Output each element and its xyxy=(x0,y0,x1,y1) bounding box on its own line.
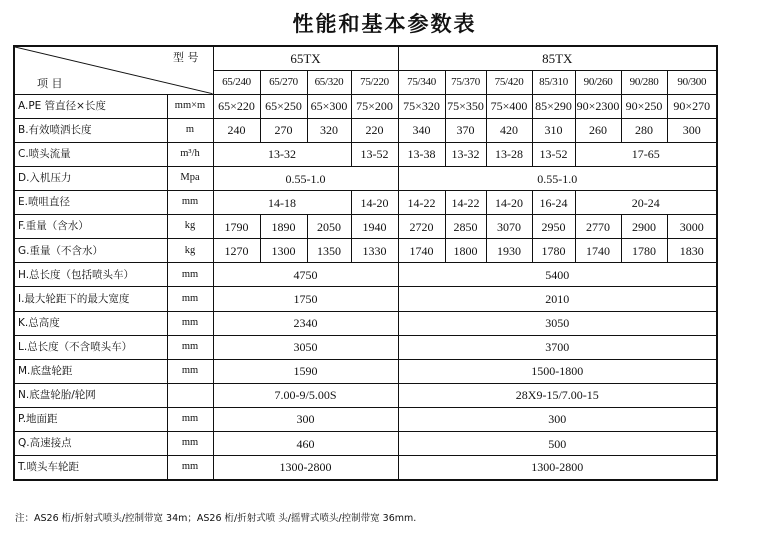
value-cell: 1500-1800 xyxy=(398,359,717,383)
value-cell: 90×250 xyxy=(621,94,667,118)
value-cell: 65×220 xyxy=(213,94,260,118)
table-row xyxy=(14,215,717,239)
value-cell: 460 xyxy=(213,432,398,456)
value-cell: 260 xyxy=(575,118,621,142)
row-label: C.喷头流量 xyxy=(14,142,167,166)
value-cell: 17-65 xyxy=(575,142,717,166)
value-cell: 2950 xyxy=(532,215,575,239)
value-cell: 300 xyxy=(398,407,717,431)
row-label: Q.高速接点 xyxy=(14,432,167,456)
value-cell: 3070 xyxy=(486,215,532,239)
row-label: D.入机压力 xyxy=(14,166,167,190)
value-cell: 500 xyxy=(398,432,717,456)
value-cell: 2770 xyxy=(575,215,621,239)
value-cell: 14-22 xyxy=(398,191,445,215)
row-label: G.重量（不含水） xyxy=(14,239,167,263)
row-label: H.总长度（包括喷头车） xyxy=(14,263,167,287)
value-cell: 1830 xyxy=(667,239,717,263)
value-cell: 3050 xyxy=(213,335,398,359)
value-cell: 85×290 xyxy=(532,94,575,118)
row-label: B.有效喷洒长度 xyxy=(14,118,167,142)
header-diagonal-cell xyxy=(14,46,213,94)
value-cell: 1300-2800 xyxy=(213,456,398,480)
value-cell: 1300-2800 xyxy=(398,456,717,480)
size-header-cell: 90/260 xyxy=(575,70,621,94)
row-label: F.重量（含水） xyxy=(14,215,167,239)
value-cell: 5400 xyxy=(398,263,717,287)
row-unit: mm xyxy=(167,432,213,456)
header-type-label: 型 号 xyxy=(173,51,199,64)
value-cell: 1350 xyxy=(307,239,351,263)
value-cell: 220 xyxy=(351,118,398,142)
row-unit: mm xyxy=(167,311,213,335)
row-unit: mm xyxy=(167,359,213,383)
table-row xyxy=(14,432,717,456)
row-label: K.总高度 xyxy=(14,311,167,335)
row-unit: kg xyxy=(167,239,213,263)
value-cell: 310 xyxy=(532,118,575,142)
table-row xyxy=(14,456,717,480)
size-header-cell: 65/270 xyxy=(260,70,307,94)
row-unit: mm xyxy=(167,287,213,311)
value-cell: 13-28 xyxy=(486,142,532,166)
value-cell: 16-24 xyxy=(532,191,575,215)
table-row xyxy=(14,263,717,287)
size-header-cell: 75/340 xyxy=(398,70,445,94)
value-cell: 300 xyxy=(667,118,717,142)
row-unit: kg xyxy=(167,215,213,239)
value-cell: 13-32 xyxy=(445,142,486,166)
header-row-models xyxy=(14,46,717,70)
row-unit: m³/h xyxy=(167,142,213,166)
size-header-cell: 75/420 xyxy=(486,70,532,94)
table-row xyxy=(14,239,717,263)
value-cell: 280 xyxy=(621,118,667,142)
table-row xyxy=(14,311,717,335)
value-cell: 2050 xyxy=(307,215,351,239)
table-row xyxy=(14,335,717,359)
value-cell: 14-20 xyxy=(486,191,532,215)
row-label: T.喷头车轮距 xyxy=(14,456,167,480)
size-header-cell: 65/320 xyxy=(307,70,351,94)
spec-table-body xyxy=(14,94,717,480)
value-cell: 2340 xyxy=(213,311,398,335)
value-cell: 300 xyxy=(213,407,398,431)
value-cell: 1590 xyxy=(213,359,398,383)
row-unit: Mpa xyxy=(167,166,213,190)
value-cell: 270 xyxy=(260,118,307,142)
page-title: 性能和基本参数表 xyxy=(292,12,477,36)
value-cell: 75×200 xyxy=(351,94,398,118)
value-cell: 65×300 xyxy=(307,94,351,118)
value-cell: 90×270 xyxy=(667,94,717,118)
row-label: M.底盘轮距 xyxy=(14,359,167,383)
row-label: E.喷咀直径 xyxy=(14,191,167,215)
value-cell: 1800 xyxy=(445,239,486,263)
value-cell: 370 xyxy=(445,118,486,142)
size-header-cell: 75/370 xyxy=(445,70,486,94)
table-row xyxy=(14,407,717,431)
value-cell: 3700 xyxy=(398,335,717,359)
table-row xyxy=(14,287,717,311)
value-cell: 2900 xyxy=(621,215,667,239)
value-cell: 4750 xyxy=(213,263,398,287)
value-cell: 2850 xyxy=(445,215,486,239)
value-cell: 1780 xyxy=(621,239,667,263)
size-header-cell: 65/240 xyxy=(213,70,260,94)
value-cell: 1330 xyxy=(351,239,398,263)
value-cell: 320 xyxy=(307,118,351,142)
value-cell: 1300 xyxy=(260,239,307,263)
value-cell: 75×400 xyxy=(486,94,532,118)
table-row xyxy=(14,142,717,166)
value-cell: 65×250 xyxy=(260,94,307,118)
value-cell: 28X9-15/7.00-15 xyxy=(398,383,717,407)
value-cell: 1750 xyxy=(213,287,398,311)
value-cell: 13-32 xyxy=(213,142,351,166)
header-item-label: 项 目 xyxy=(37,76,63,90)
row-label: L.总长度（不含喷头车） xyxy=(14,335,167,359)
value-cell: 2010 xyxy=(398,287,717,311)
value-cell: 90×2300 xyxy=(575,94,621,118)
size-header-cell: 85/310 xyxy=(532,70,575,94)
value-cell: 0.55-1.0 xyxy=(213,166,398,190)
model-65tx: 65TX xyxy=(213,46,398,70)
value-cell: 1790 xyxy=(213,215,260,239)
value-cell: 2720 xyxy=(398,215,445,239)
row-unit: mm xyxy=(167,456,213,480)
table-row xyxy=(14,359,717,383)
row-label: N.底盘轮胎/轮网 xyxy=(14,383,167,407)
value-cell: 340 xyxy=(398,118,445,142)
row-unit: mm xyxy=(167,407,213,431)
table-row xyxy=(14,94,717,118)
value-cell: 1930 xyxy=(486,239,532,263)
row-unit: mm xyxy=(167,191,213,215)
row-label: P.地面距 xyxy=(14,407,167,431)
value-cell: 3000 xyxy=(667,215,717,239)
value-cell: 20-24 xyxy=(575,191,717,215)
spec-table xyxy=(13,45,718,481)
footnote: 注：AS26 桁/折射式喷头/控制带宽 34m；AS26 桁/折射式喷 头/摇臂式喷头/控制带宽 36mm. xyxy=(15,513,417,524)
row-unit: mm xyxy=(167,263,213,287)
value-cell: 1780 xyxy=(532,239,575,263)
table-row xyxy=(14,383,717,407)
row-unit: mm xyxy=(167,335,213,359)
row-unit: m xyxy=(167,118,213,142)
value-cell: 1740 xyxy=(575,239,621,263)
value-cell: 420 xyxy=(486,118,532,142)
model-85tx: 85TX xyxy=(398,46,717,70)
value-cell: 75×350 xyxy=(445,94,486,118)
value-cell: 1270 xyxy=(213,239,260,263)
value-cell: 13-52 xyxy=(351,142,398,166)
value-cell: 75×320 xyxy=(398,94,445,118)
size-header-cell: 90/280 xyxy=(621,70,667,94)
value-cell: 3050 xyxy=(398,311,717,335)
row-label: A.PE 管直径×长度 xyxy=(14,94,167,118)
value-cell: 1940 xyxy=(351,215,398,239)
value-cell: 14-22 xyxy=(445,191,486,215)
size-header-cell: 90/300 xyxy=(667,70,717,94)
value-cell: 14-18 xyxy=(213,191,351,215)
value-cell: 1740 xyxy=(398,239,445,263)
value-cell: 14-20 xyxy=(351,191,398,215)
value-cell: 0.55-1.0 xyxy=(398,166,717,190)
value-cell: 7.00-9/5.00S xyxy=(213,383,398,407)
row-unit xyxy=(167,383,213,407)
value-cell: 1890 xyxy=(260,215,307,239)
table-row xyxy=(14,166,717,190)
size-header-cell: 75/220 xyxy=(351,70,398,94)
row-unit: mm×m xyxy=(167,94,213,118)
table-row xyxy=(14,191,717,215)
value-cell: 13-38 xyxy=(398,142,445,166)
table-row xyxy=(14,118,717,142)
value-cell: 240 xyxy=(213,118,260,142)
value-cell: 13-52 xyxy=(532,142,575,166)
row-label: I.最大轮距下的最大宽度 xyxy=(14,287,167,311)
